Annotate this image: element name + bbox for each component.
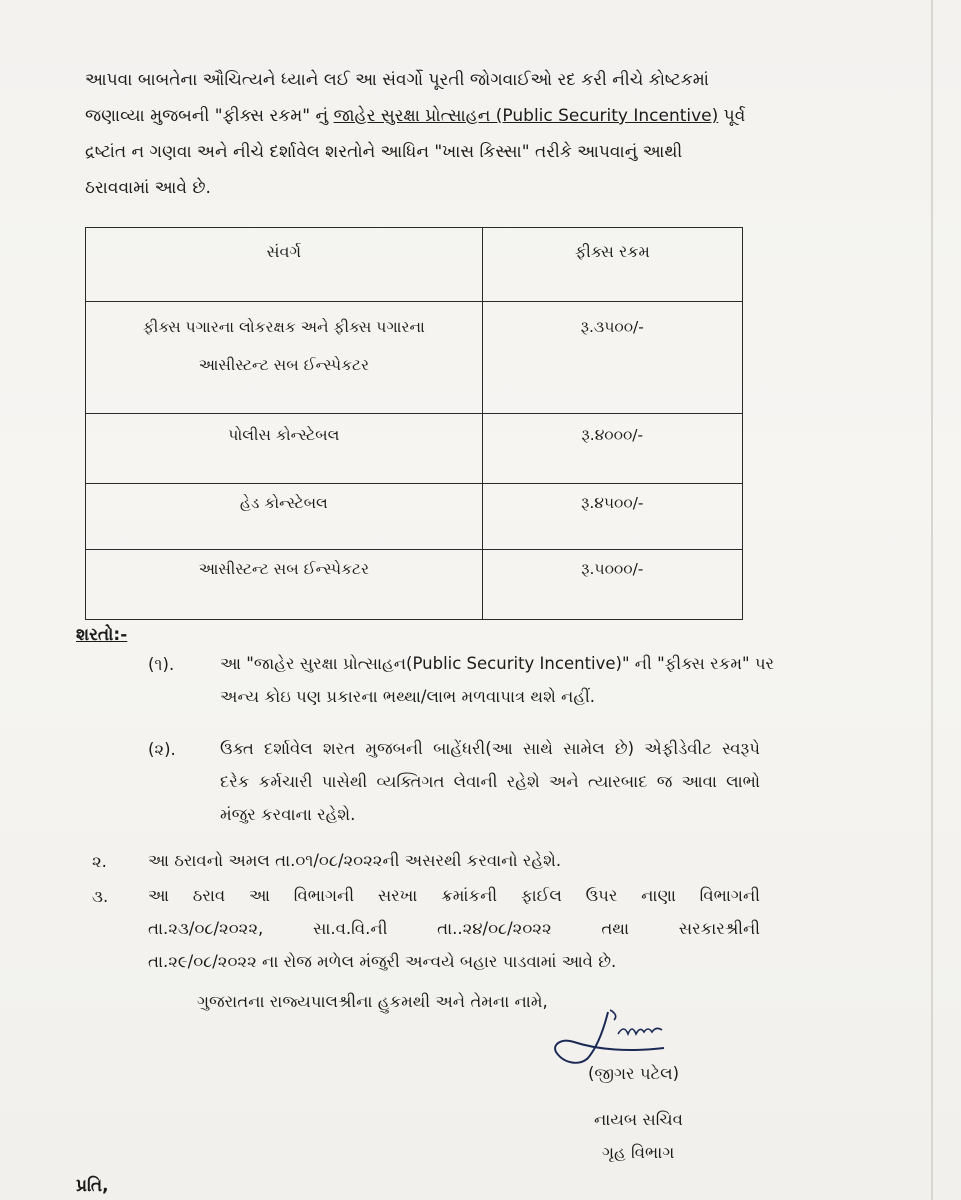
point-2-line-1: આ ઠરાવનો અમલ તા.૦૧/૦૮/૨૦૨૨ની અસરથી કરવાનો રહેશે. <box>148 851 562 870</box>
point-3-text <box>148 879 760 978</box>
intro-line-2-end: પૂર્વ <box>718 106 746 126</box>
condition-2-text <box>220 732 760 831</box>
point-3-line-3: તા.૨૯/૦૮/૨૦૨૨ ના રોજ મળેલ મંજુરી અન્વયે બહાર પાડવામાં આવે છે. <box>148 952 617 971</box>
incentive-title-underlined: જાહેર સુરક્ષા પ્રોત્સાહન (Public Security Incentive) <box>333 106 719 126</box>
amount-cell: રૂ.૪૦૦૦/- <box>482 414 742 484</box>
fixed-amount-table <box>85 227 743 620</box>
intro-line-2 <box>85 98 765 134</box>
page-edge-line <box>931 0 933 1200</box>
intro-line-1: આપવા બાબતેના ઔચિત્યને ધ્યાને લઈ આ સંવર્ગો પૂરતી જોગવાઈઓ રદ કરી નીચે કોષ્ટકમાં <box>85 70 709 90</box>
table-row <box>86 414 743 484</box>
cadre-cell <box>86 302 483 414</box>
handwritten-signature <box>548 1008 678 1068</box>
cadre-cell: પોલીસ કોન્સ્ટેબલ <box>86 414 483 484</box>
point-3-line-2: તા.૨૩/૦૮/૨૦૨૨, સા.વ.વિ.ની તા..૨૪/૦૮/૨૦૨૨ તથા સરકારશ્રીની <box>148 919 760 938</box>
condition-1-text <box>220 647 775 713</box>
cadre-cell: આસીસ્ટન્ટ સબ ઈન્સ્પેકટર <box>86 550 483 620</box>
condition-2-number: (૨). <box>148 740 176 759</box>
condition-1-number: (૧). <box>148 655 175 674</box>
header-cadre: સંવર્ગ <box>86 228 483 302</box>
cadre-line-2: આસીસ્ટન્ટ સબ ઈન્સ્પેકટર <box>198 356 370 374</box>
cadre-cell: હેડ કોન્સ્ટેબલ <box>86 484 483 550</box>
point-2-number: ૨. <box>92 852 107 871</box>
amount-cell: રૂ.૩૫૦૦/- <box>482 302 742 414</box>
signatory-department: ગૃહ વિભાગ <box>602 1143 675 1162</box>
point-3-line-1: આ ઠરાવ આ વિભાગની સરખા ક્રમાંકની ફાઈલ ઉપર નાણા વિભાગની <box>148 886 760 905</box>
amount-cell: રૂ.૫૦૦૦/- <box>482 550 742 620</box>
governor-order-line: ગુજરાતના રાજ્યપાલશ્રીના હુકમથી અને તેમના નામે, <box>197 992 548 1011</box>
conditions-heading: શરતો:- <box>76 625 128 645</box>
intro-paragraph <box>85 62 765 206</box>
intro-line-3: દ્રષ્ટાંત ન ગણવા અને નીચે દર્શાવેલ શરતોને આધિન "ખાસ કિસ્સા" તરીકે આપવાનું આથી <box>85 142 683 162</box>
condition-1-line-2: અન્ય કોઇ પણ પ્રકારના ભથ્થા/લાભ મળવાપાત્ર થશે નહીં. <box>220 687 596 706</box>
point-2-text <box>148 844 760 877</box>
condition-1-line-1: આ "જાહેર સુરક્ષા પ્રોત્સાહન(Public Security Incentive)" ની "ફીક્સ રકમ" પર <box>220 654 775 673</box>
signatory-designation: નાયબ સચિવ <box>594 1110 683 1129</box>
condition-2-line-3: મંજુર કરવાના રહેશે. <box>220 805 356 824</box>
table-row <box>86 550 743 620</box>
to-heading: પ્રતિ, <box>76 1176 109 1196</box>
amount-cell: રૂ.૪૫૦૦/- <box>482 484 742 550</box>
signatory-name: (જીગર પટેલ) <box>588 1064 680 1083</box>
cadre-line-1: ફીક્સ પગારના લોકરક્ષક અને ફીક્સ પગારના <box>142 318 425 336</box>
intro-line-2-start: જણાવ્યા મુજબની "ફીક્સ રકમ" નું <box>85 106 334 126</box>
header-fixed-amount: ફીક્સ રકમ <box>482 228 742 302</box>
condition-2-line-1: ઉક્ત દર્શાવેલ શરત મુજબની બાહેંધરી(આ સાથે સામેલ છે) એફીડેવીટ સ્વરૂપે <box>220 739 760 758</box>
table-header-row <box>86 228 743 302</box>
point-3-number: ૩. <box>92 887 109 906</box>
table-row <box>86 484 743 550</box>
table-row <box>86 302 743 414</box>
intro-line-4: ઠરાવવામાં આવે છે. <box>85 178 211 198</box>
condition-2-line-2: દરેક કર્મચારી પાસેથી વ્યક્તિગત લેવાની રહેશે અને ત્યારબાદ જ આવા લાભો <box>220 772 760 791</box>
